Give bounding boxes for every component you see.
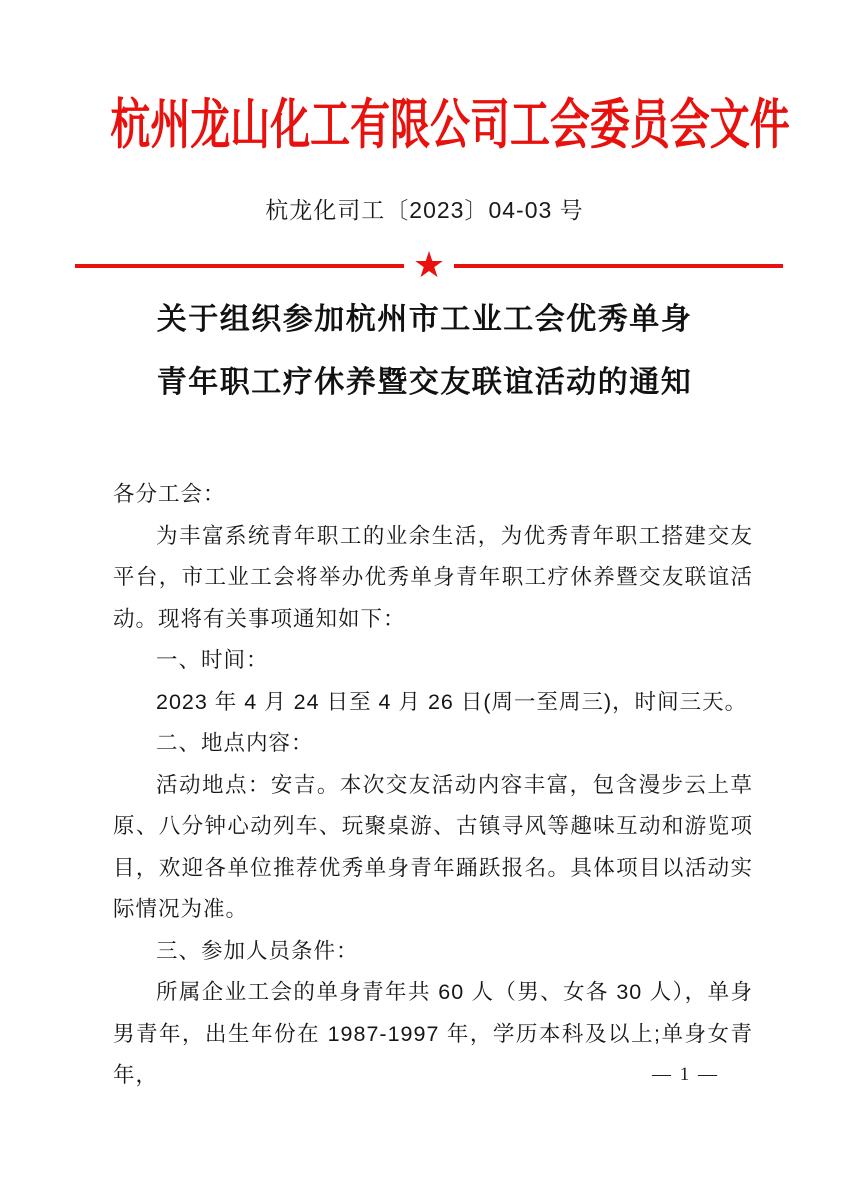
section-1-heading-time: 一、时间：	[156, 648, 269, 672]
document-title-line2: 青年职工疗休养暨交友联谊活动的通知	[156, 366, 693, 399]
salutation: 各分工会：	[113, 482, 226, 506]
section-2-content-location: 活动地点：安吉。本次交友活动内容丰富，包含漫步云上草原、八分钟心动列车、玩聚桌游、古镇寻风等趣味互动和游览项目，欢迎各单位推荐优秀单身青年踊跃报名。具体项目以活动实际情况为准。	[113, 772, 753, 921]
divider-line-left	[75, 264, 404, 268]
section-1-content-time: 2023 年 4 月 24 日至 4 月 26 日(周一至周三)，时间三天。	[156, 689, 748, 714]
star-icon: ★	[412, 244, 446, 285]
page-number: — 1 —	[652, 1064, 719, 1085]
document-body	[113, 474, 753, 1097]
section-2-heading-location: 二、地点内容：	[156, 731, 314, 755]
document-title-line1: 关于组织参加杭州市工业工会优秀单身	[156, 303, 693, 336]
document-header-title: 杭州龙山化工有限公司工会委员会文件	[110, 95, 790, 155]
document-number: 杭龙化司工〔2023〕04-03 号	[265, 197, 584, 223]
divider-line-right	[454, 264, 783, 268]
document-title	[0, 288, 849, 414]
paragraph-intro: 为丰富系统青年职工的业余生活，为优秀青年职工搭建交友平台，市工业工会将举办优秀单身青年职工疗休养暨交友联谊活动。现将有关事项通知如下：	[113, 523, 753, 631]
section-3-content-participants: 所属企业工会的单身青年共 60 人（男、女各 30 人），单身男青年，出生年份在 1987-1997 年，学历本科及以上;单身女青年，	[113, 980, 753, 1087]
red-divider	[75, 244, 783, 285]
section-3-heading-participants: 三、参加人员条件：	[156, 938, 359, 963]
